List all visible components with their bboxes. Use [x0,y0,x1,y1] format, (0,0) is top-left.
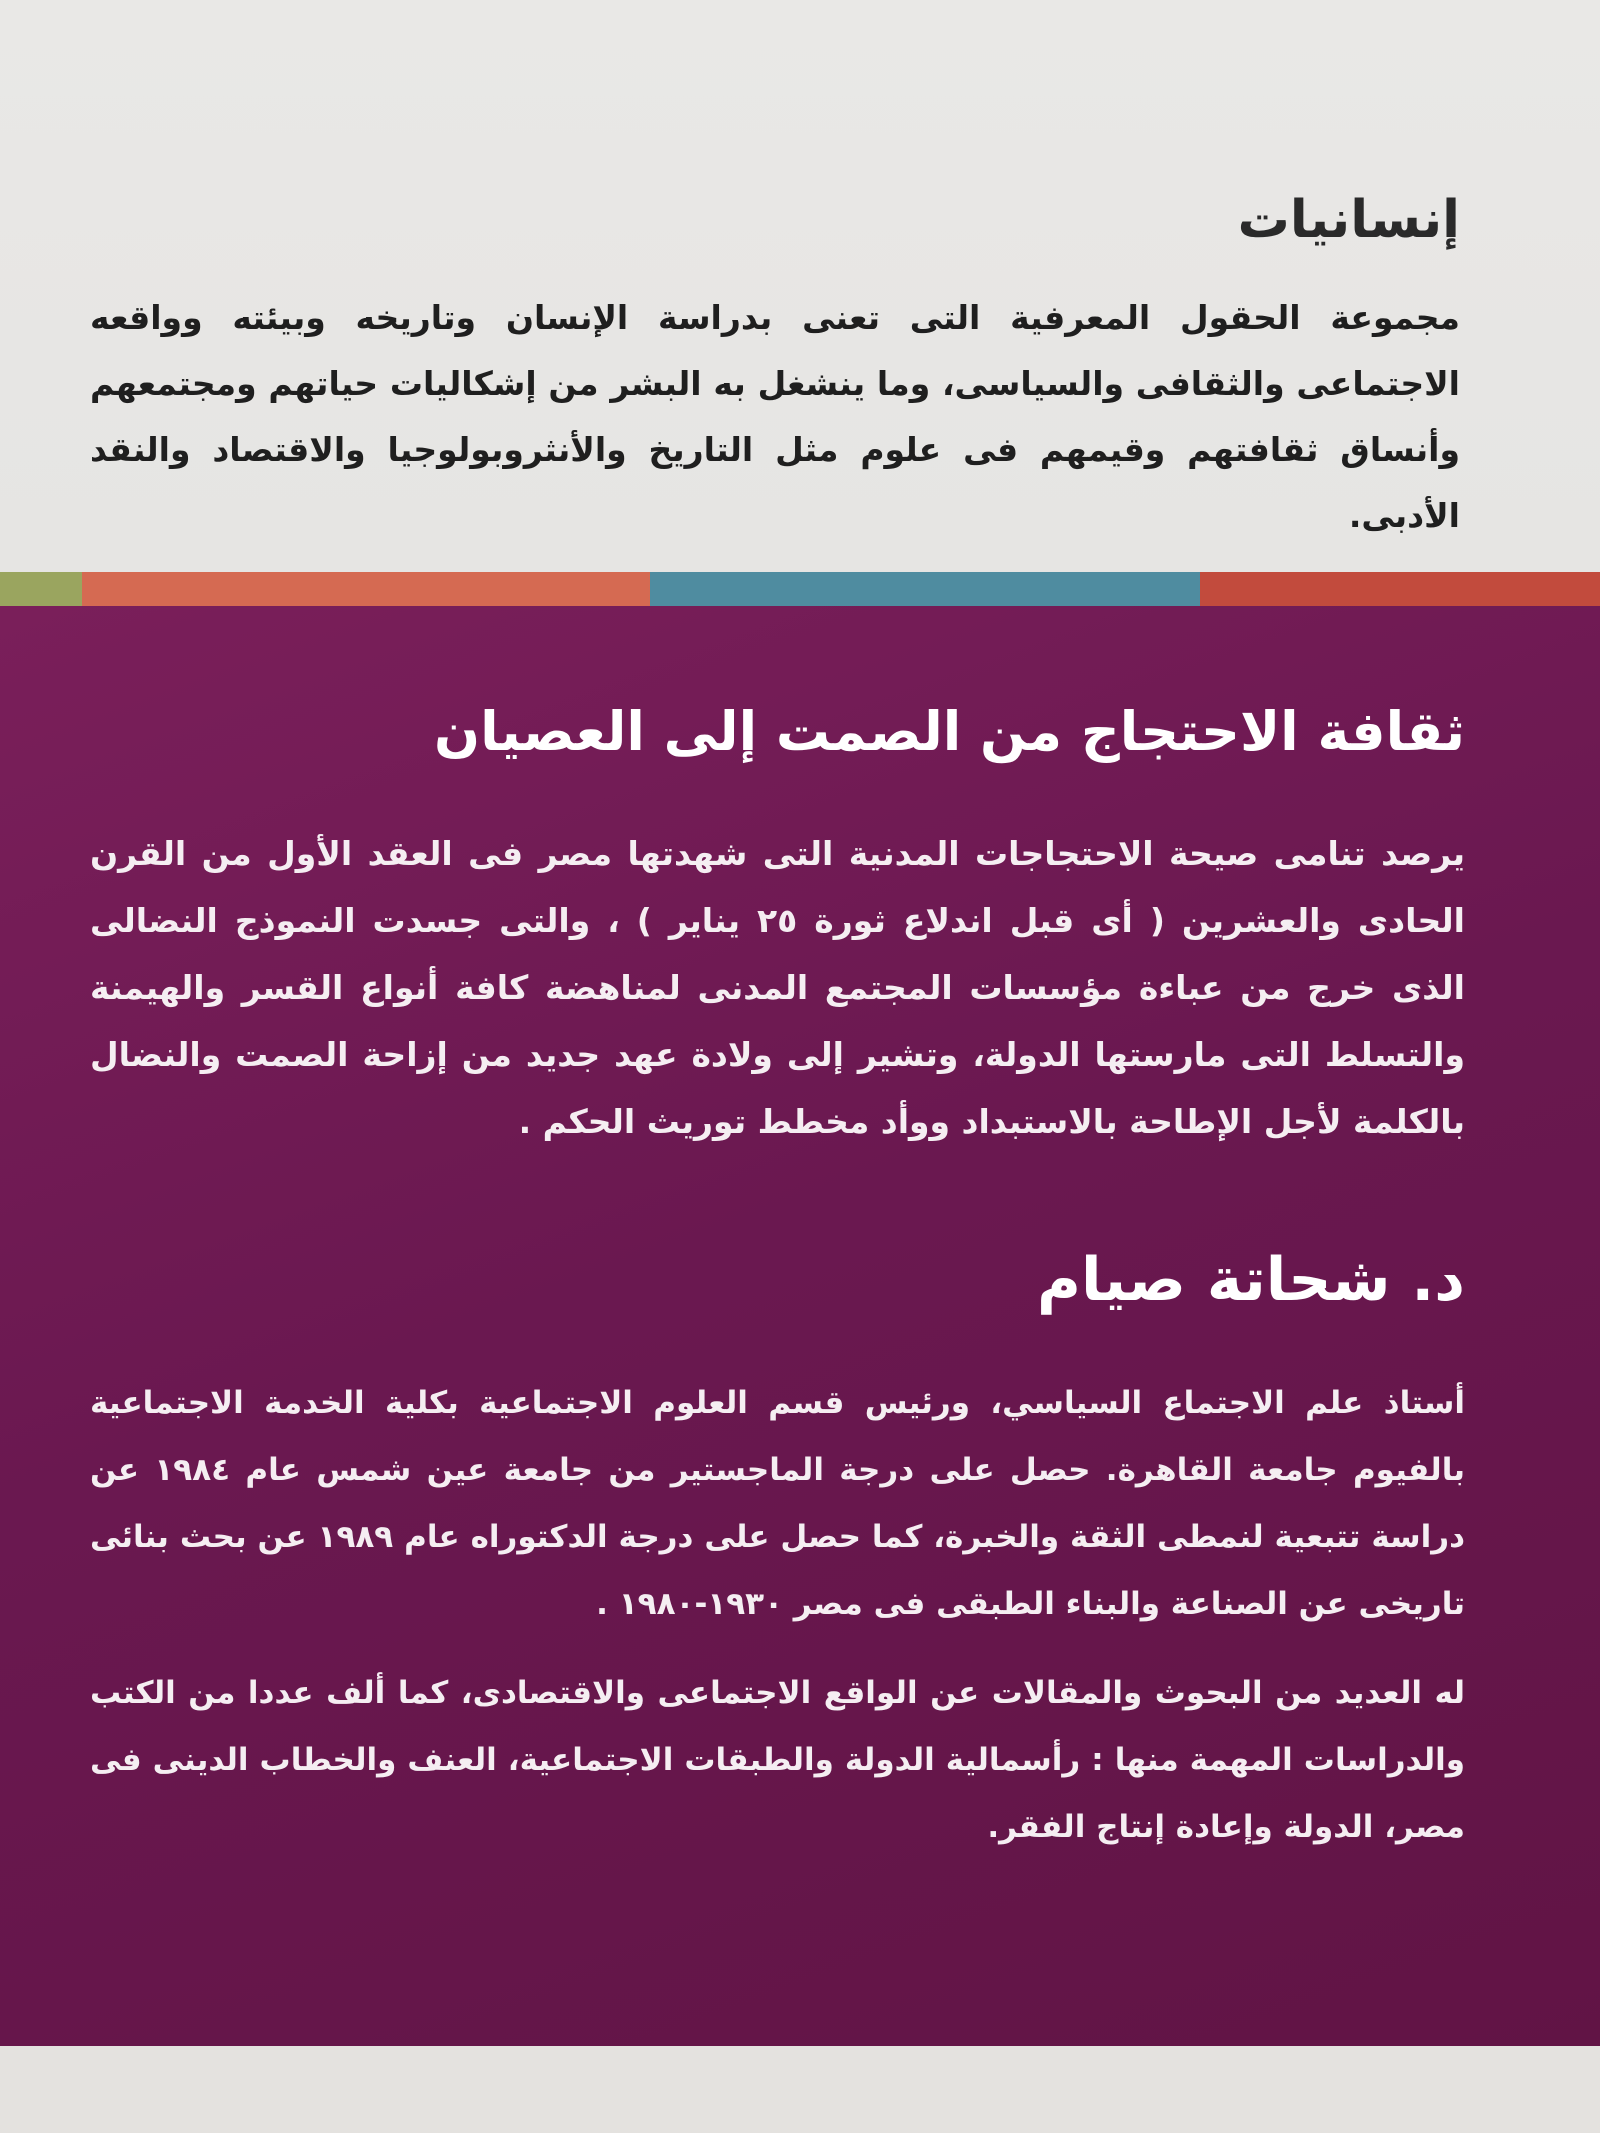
color-strip-green [0,572,82,606]
series-title: إنسانيات [1237,190,1460,250]
color-strip-red [1200,572,1600,606]
author-bio: أستاذ علم الاجتماع السياسي، ورئيس قسم العلوم الاجتماعية بكلية الخدمة الاجتماعية بالفيوم جامعة القاهرة. حصل على درجة الماجستير من جامعة عين شمس عام ١٩٨٤ عن دراسة تتبعية لنمطى الثقة والخبرة، كما حصل على درجة الدكتوراه عام ١٩٨٩ عن بحث بنائى تاريخى عن الصناعة والبناء الطبقى فى مصر ١٩٣٠-١٩٨٠ . [90,1385,1466,1622]
bottom-strip [0,2046,1600,2133]
color-strip [0,572,1600,606]
author-works: له العديد من البحوث والمقالات عن الواقع الاجتماعى والاقتصادى، كما ألف عددا من الكتب والدراسات المهمة منها : رأسمالية الدولة والطبقات الاجتماعية، العنف والخطاب الدينى فى مصر، الدولة وإعادة إنتاج الفقر. [90,1675,1465,1845]
color-strip-orange [82,572,650,606]
author-name: د. شحاتة صيام [1036,1245,1465,1315]
book-title: ثقافة الاحتجاج من الصمت إلى العصيان [433,700,1465,763]
color-strip-blue [650,572,1200,606]
series-section [0,0,1600,570]
book-description: يرصد تنامى صيحة الاحتجاجات المدنية التى شهدتها مصر فى العقد الأول من القرن الحادى والعشرين ( أى قبل اندلاع ثورة ٢٥ يناير ) ، والتى جسدت النموذج النضالى الذى خرج من عباءة مؤسسات المجتمع المدنى لمناهضة كافة أنواع القسر والهيمنة والتسلط التى مارستها الدولة، وتشير إلى ولادة عهد جديد من إزاحة الصمت والنضال بالكلمة لأجل الإطاحة بالاستبداد ووأد مخطط توريث الحكم . [90,834,1465,1141]
series-description: مجموعة الحقول المعرفية التى تعنى بدراسة الإنسان وتاريخه وبيئته وواقعه الاجتماعى والثقافى والسياسى، وما ينشغل به البشر من إشكاليات حياتهم ومجتمعهم وأنساق ثقافتهم وقيمهم فى علوم مثل التاريخ والأنثروبولوجيا والاقتصاد والنقد الأدبى. [90,298,1460,535]
